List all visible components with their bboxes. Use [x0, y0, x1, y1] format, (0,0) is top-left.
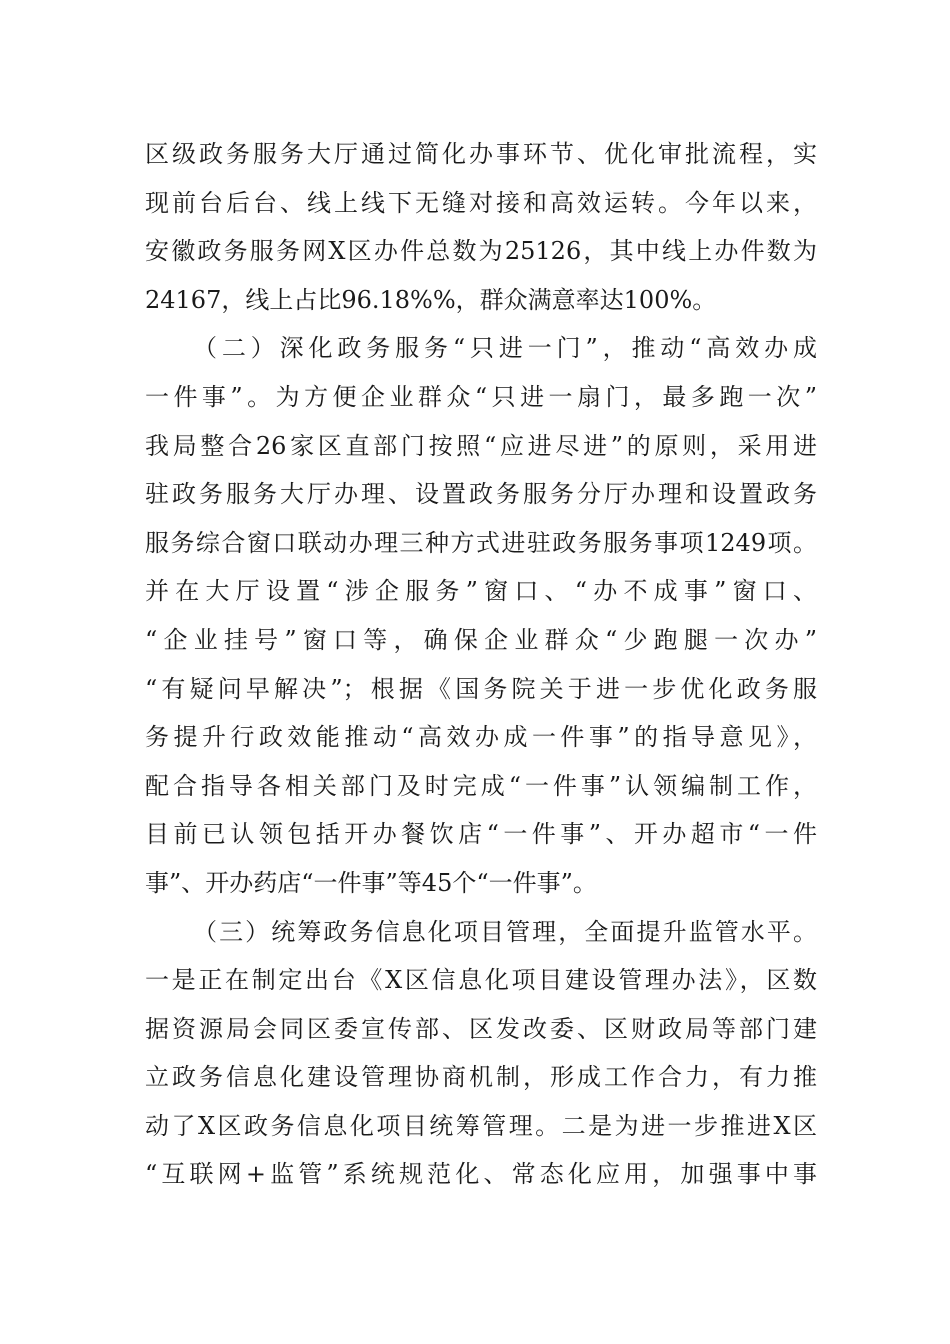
text-line: 事”、开办药店“一件事”等45个“一件事”。	[145, 868, 597, 897]
text-line: 安徽政务服务网X区办件总数为25126，其中线上办件数为	[145, 237, 817, 266]
text-line: 区级政务服务大厅通过简化办事环节、优化审批流程，实	[145, 140, 817, 168]
text-line: 一是正在制定出台《X区信息化项目建设管理办法》，区数	[145, 966, 817, 995]
text-line: 据资源局会同区委宣传部、区发改委、区财政局等部门建	[145, 1014, 817, 1043]
paragraph-heading-line: （二）深化政务服务“只进一门”，推动“高效办成	[193, 334, 817, 363]
text-line: 目前已认领包括开办餐饮店“一件事”、开办超市“一件	[145, 820, 817, 849]
text-line: 现前台后台、线上线下无缝对接和高效运转。今年以来，	[145, 188, 817, 217]
text-line: 立政务信息化建设管理协商机制，形成工作合力，有力推	[145, 1063, 817, 1092]
paragraph-heading-line: （三）统筹政务信息化项目管理，全面提升监管水平。	[193, 917, 817, 946]
text-line: “有疑问早解决”；根据《国务院关于进一步优化政务服	[145, 674, 817, 703]
text-line: 驻政务服务大厅办理、设置政务服务分厅办理和设置政务	[145, 480, 817, 509]
text-line: 动了X区政务信息化项目统筹管理。二是为进一步推进X区	[145, 1111, 817, 1140]
text-line: 服务综合窗口联动办理三种方式进驻政务服务事项1249项。	[145, 528, 817, 557]
text-line: 并在大厅设置“涉企服务”窗口、“办不成事”窗口、	[145, 577, 817, 606]
body-text	[145, 130, 817, 1199]
text-line: 我局整合26家区直部门按照“应进尽进”的原则，采用进	[145, 431, 817, 460]
text-line: 一件事”。为方便企业群众“只进一扇门，最多跑一次”	[145, 382, 817, 411]
text-line: “互联网+监管”系统规范化、常态化应用，加强事中事	[145, 1160, 817, 1189]
text-line: “企业挂号”窗口等，确保企业群众“少跑腿一次办”	[145, 625, 817, 654]
text-line: 24167，线上占比96.18%%，群众满意率达100%。	[145, 285, 717, 314]
text-line: 务提升行政效能推动“高效办成一件事”的指导意见》，	[145, 723, 817, 752]
text-line: 配合指导各相关部门及时完成“一件事”认领编制工作，	[145, 771, 817, 800]
